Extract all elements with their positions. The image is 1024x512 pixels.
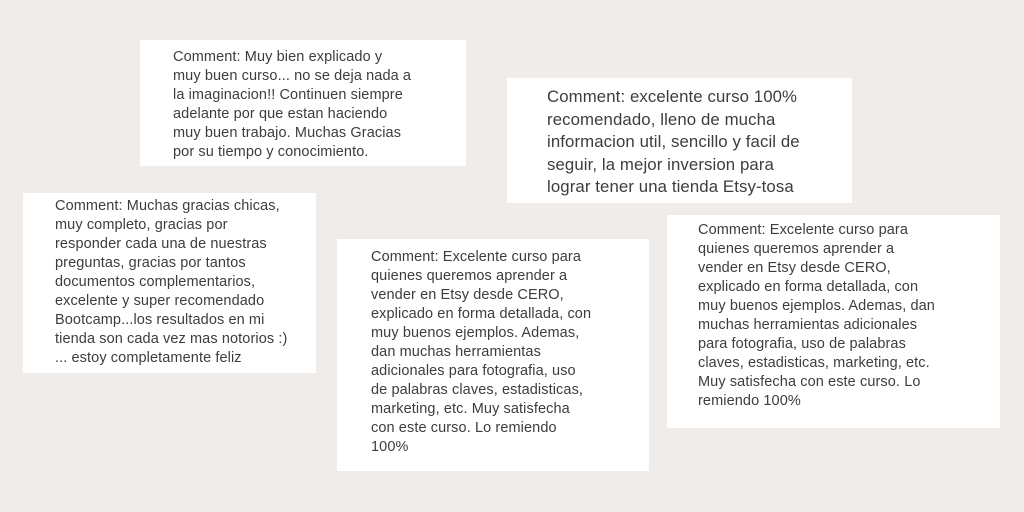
- comment-card-3: [23, 193, 316, 373]
- comment-card-1: [140, 40, 466, 166]
- comment-card-2: [507, 78, 852, 203]
- comment-text-4: Comment: Excelente curso para quienes queremos aprender a vender en Etsy desde CERO, explicado en forma detallada, con muy buenos ejemplos. Ademas, dan muchas herramientas adicionales para fotografia, uso de palabras claves, estadisticas, marketing, etc. Muy satisfecha con este curso. Lo remiendo 100%: [371, 249, 592, 455]
- comment-text-5: Comment: Excelente curso para quienes queremos aprender a vender en Etsy desde CERO, explicado en forma detallada, con muy buenos ejemplos. Ademas, dan muchas herramientas adicionales para fotografia, uso de palabras claves, estadisticas, marketing, etc. Muy satisfecha con este curso. Lo remiendo 100%: [698, 222, 935, 409]
- comment-text-2: Comment: excelente curso 100% recomendado, lleno de mucha informacion util, sencillo y facil de seguir, la mejor inversion para lograr tener una tienda Etsy-tosa: [547, 87, 800, 196]
- comment-card-4: [337, 239, 649, 471]
- comment-text-1: Comment: Muy bien explicado y muy buen curso... no se deja nada a la imaginacion!! Continuen siempre adelante por que estan haciendo muy buen trabajo. Muchas Gracias por su tiempo y conocimiento.: [173, 49, 412, 160]
- comment-card-5: [667, 215, 1000, 428]
- comment-text-3: Comment: Muchas gracias chicas, muy completo, gracias por responder cada una de nuestras preguntas, gracias por tantos documentos complementarios, excelente y super recomendado Bootcamp...los resultados en mi tienda son cada vez mas notorios :) ... estoy completamente feliz: [55, 198, 288, 366]
